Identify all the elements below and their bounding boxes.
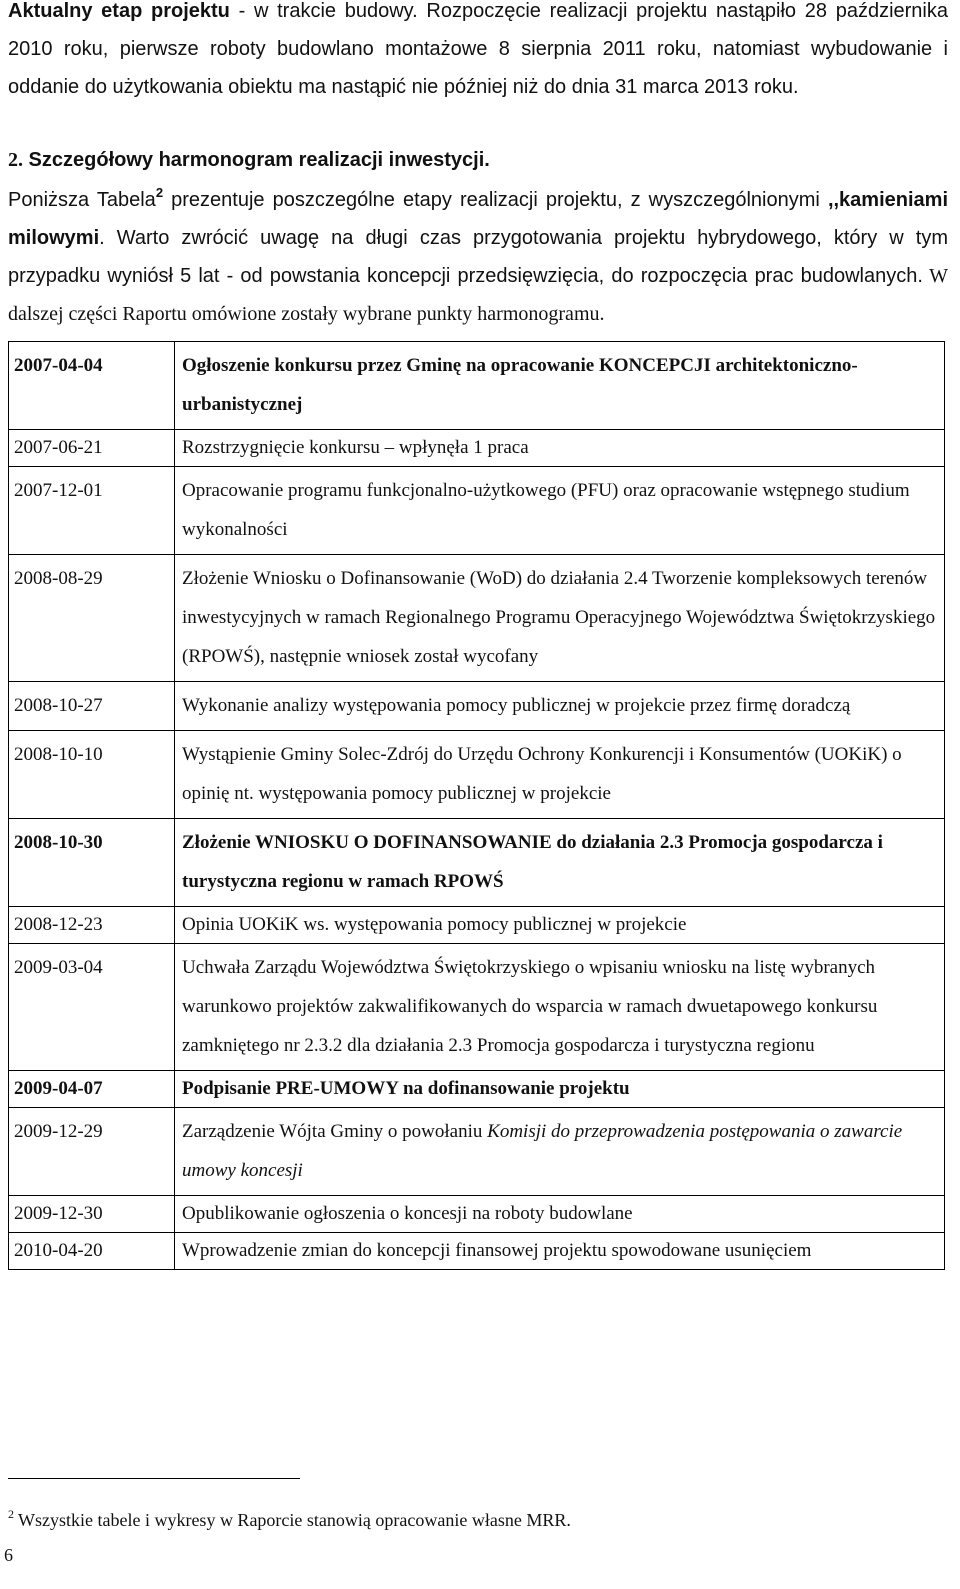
row-description: Wprowadzenie zmian do koncepcji finansowej projektu spowodowane usunięciem	[175, 1233, 945, 1270]
row-description: Wystąpienie Gminy Solec-Zdrój do Urzędu Ochrony Konkurencji i Konsumentów (UOKiK) o opinię nt. występowania pomocy publicznej w projekcie	[175, 731, 945, 819]
intro-text: - w trakcie budowy. Rozpoczęcie realizacji projektu nastąpiło 28 października 2010 roku, pierwsze roboty budowlano montażowe 8 sierpnia 2011 roku, natomiast wybudowanie i oddanie do użytkowania obiektu ma nastąpić nie później niż do dnia 31 marca 2013 roku.	[8, 0, 948, 98]
table-row	[9, 731, 945, 819]
table-row	[9, 944, 945, 1071]
row-description: Złożenie Wniosku o Dofinansowanie (WoD) do działania 2.4 Tworzenie kompleksowych terenów inwestycyjnych w ramach Regionalnego Programu Operacyjnego Województwa Świętokrzyskiego (RPOWŚ), następnie wniosek został wycofany	[175, 555, 945, 682]
table-row	[9, 1196, 945, 1233]
row-description	[175, 1108, 945, 1196]
footnote-text: Wszystkie tabele i wykresy w Raporcie stanowią opracowanie własne MRR.	[18, 1510, 571, 1530]
row-date: 2007-12-01	[9, 467, 175, 555]
row-date: 2009-04-07	[9, 1071, 175, 1108]
table-row	[9, 467, 945, 555]
footnote-separator	[8, 1478, 300, 1479]
milestones-quote: ,,kamieniami milowymi	[8, 189, 948, 249]
row-description-italic: Komisji do przeprowadzenia postępowania o zawarcie umowy koncesji	[182, 1121, 903, 1181]
row-description: Opublikowanie ogłoszenia o koncesji na roboty budowlane	[175, 1196, 945, 1233]
row-date: 2009-12-29	[9, 1108, 175, 1196]
footnote-ref: 2	[155, 185, 164, 200]
schedule-table	[8, 341, 945, 1270]
paragraph-after-sup: prezentuje poszczególne etapy realizacji projektu, z wyszczególnionymi	[163, 189, 820, 211]
paragraph-rest-b: W dalszej części Raportu omówione zostały wybrane punkty harmonogramu.	[8, 265, 948, 325]
row-description: Ogłoszenie konkursu przez Gminę na opracowanie KONCEPCJI architektoniczno-urbanistycznej	[175, 342, 945, 430]
intro-lead: Aktualny etap projektu	[8, 0, 230, 22]
section-number: 2.	[8, 149, 23, 171]
table-row	[9, 682, 945, 731]
intro-paragraph	[8, 0, 948, 106]
row-date: 2008-08-29	[9, 555, 175, 682]
row-description: Złożenie WNIOSKU O DOFINANSOWANIE do działania 2.3 Promocja gospodarcza i turystyczna regionu w ramach RPOWŚ	[175, 819, 945, 907]
page-number: 6	[4, 1545, 13, 1565]
table-row	[9, 1233, 945, 1270]
row-description: Podpisanie PRE-UMOWY na dofinansowanie projektu	[175, 1071, 945, 1108]
row-date: 2008-12-23	[9, 907, 175, 944]
row-date: 2009-03-04	[9, 944, 175, 1071]
row-date: 2008-10-10	[9, 731, 175, 819]
table-row	[9, 555, 945, 682]
table-row	[9, 1071, 945, 1108]
row-date: 2007-06-21	[9, 430, 175, 467]
row-description: Opinia UOKiK ws. występowania pomocy publicznej w projekcie	[175, 907, 945, 944]
table-row	[9, 430, 945, 467]
paragraph-start: Poniższa Tabela	[8, 189, 156, 211]
row-description-plain: Zarządzenie Wójta Gminy o powołaniu	[182, 1121, 488, 1142]
row-description: Uchwała Zarządu Województwa Świętokrzyskiego o wpisaniu wniosku na listę wybranych warunkowo projektów zakwalifikowanych do wsparcia w ramach dwuetapowego konkursu zamkniętego nr 2.3.2 dla działania 2.3 Promocja gospodarcza i turystyczna regionu	[175, 944, 945, 1071]
schedule-intro-paragraph	[8, 181, 948, 333]
row-date: 2008-10-27	[9, 682, 175, 731]
document-page	[8, 0, 948, 1270]
section-heading	[8, 146, 948, 174]
section-title: Szczegółowy harmonogram realizacji inwestycji.	[23, 149, 490, 171]
footnote	[8, 1508, 571, 1532]
row-date: 2010-04-20	[9, 1233, 175, 1270]
table-row	[9, 342, 945, 430]
row-date: 2008-10-30	[9, 819, 175, 907]
row-description: Opracowanie programu funkcjonalno-użytkowego (PFU) oraz opracowanie wstępnego studium wykonalności	[175, 467, 945, 555]
table-row	[9, 1108, 945, 1196]
row-date: 2009-12-30	[9, 1196, 175, 1233]
footnote-mark: 2	[8, 1507, 14, 1521]
table-row	[9, 907, 945, 944]
row-description: Wykonanie analizy występowania pomocy publicznej w projekcie przez firmę doradczą	[175, 682, 945, 731]
row-description: Rozstrzygnięcie konkursu – wpłynęła 1 praca	[175, 430, 945, 467]
table-row	[9, 819, 945, 907]
row-date: 2007-04-04	[9, 342, 175, 430]
paragraph-rest-a: . Warto zwrócić uwagę na długi czas przygotowania projektu hybrydowego, który w tym przypadku wyniósł 5 lat - od powstania koncepcji przedsięwzięcia, do rozpoczęcia prac budowlanych.	[8, 227, 948, 287]
